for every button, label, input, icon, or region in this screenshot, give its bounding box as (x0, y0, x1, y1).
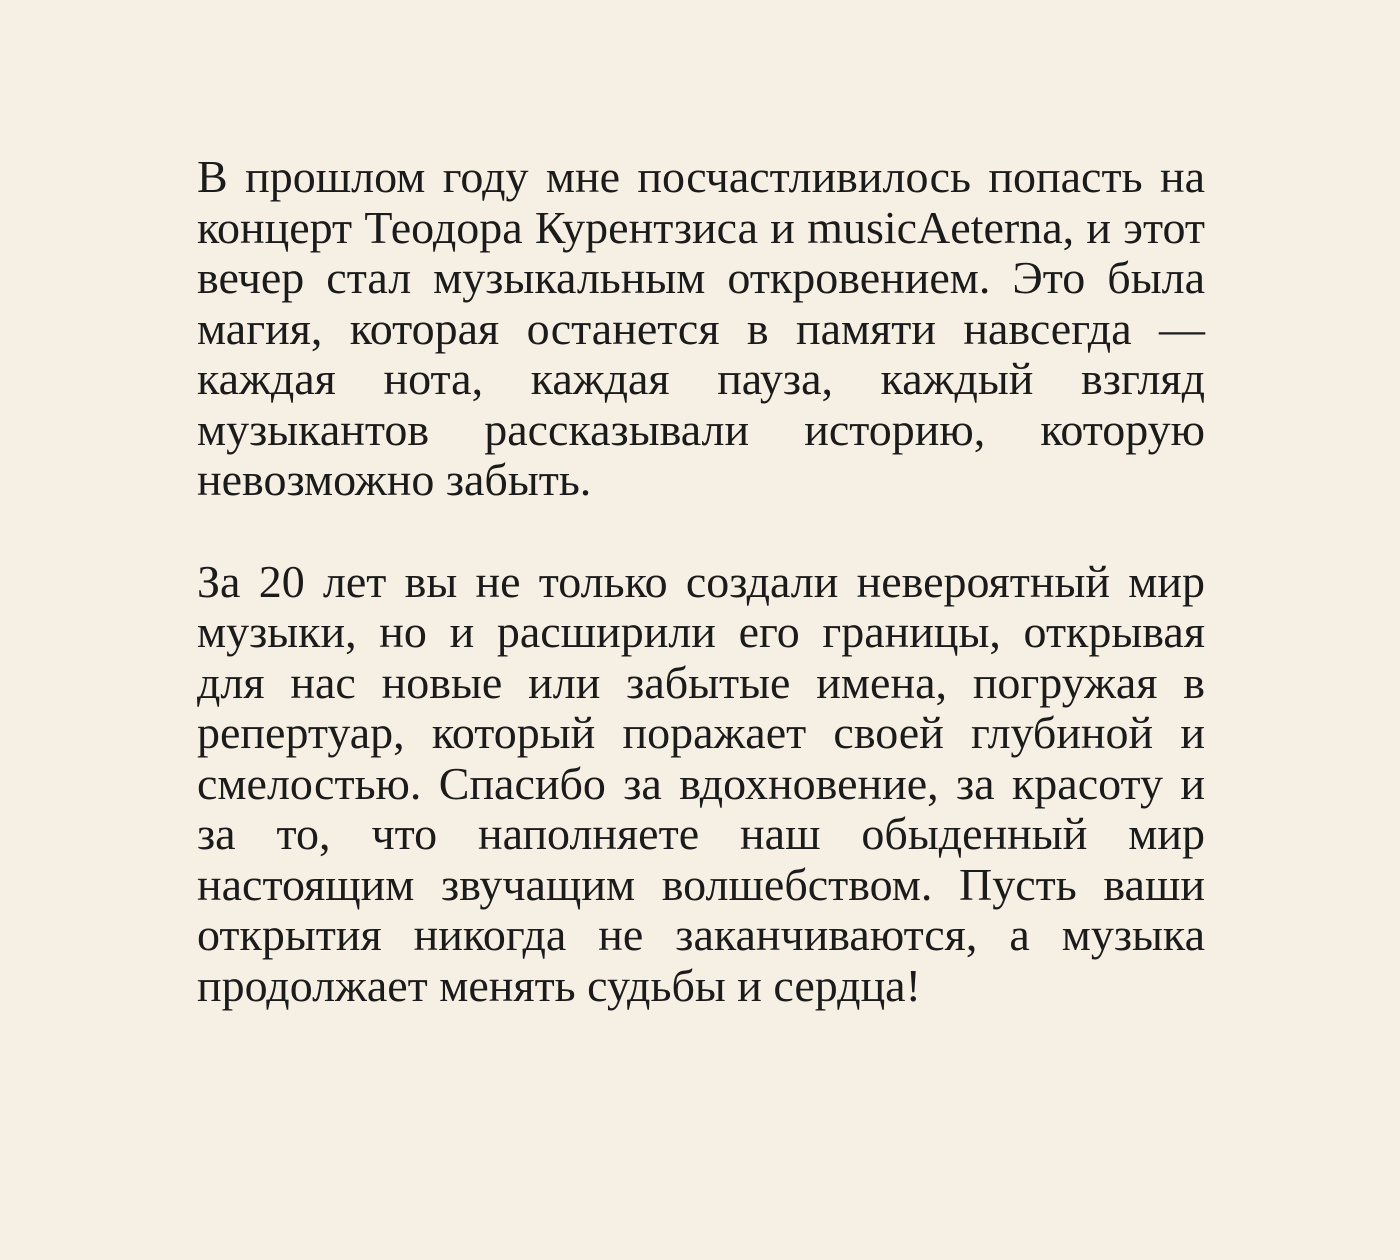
paragraph-anniversary-thanks: За 20 лет вы не только создали невероятный мир музыки, но и расширили его границы, открывая для нас новые или забытые имена, погружая в репертуар, который поражает своей глубиной и смелостью. Спасибо за вдохновение, за красоту и за то, что наполняете наш обыденный мир настоящим звучащим волшебством. Пусть ваши открытия никогда не заканчиваются, а музыка продолжает менять судьбы и сердца! (197, 555, 1205, 1011)
paragraph-concert-memory: В прошлом году мне посчастливилось попасть на концерт Теодора Курентзиса и musicAeterna, и этот вечер стал музыкальным откровением. Это была магия, которая останется в памяти навсегда — каждая нота, каждая пауза, каждый взгляд музыкантов рассказывали историю, которую невозможно забыть. (197, 151, 1205, 505)
letter-text (197, 152, 1205, 1011)
